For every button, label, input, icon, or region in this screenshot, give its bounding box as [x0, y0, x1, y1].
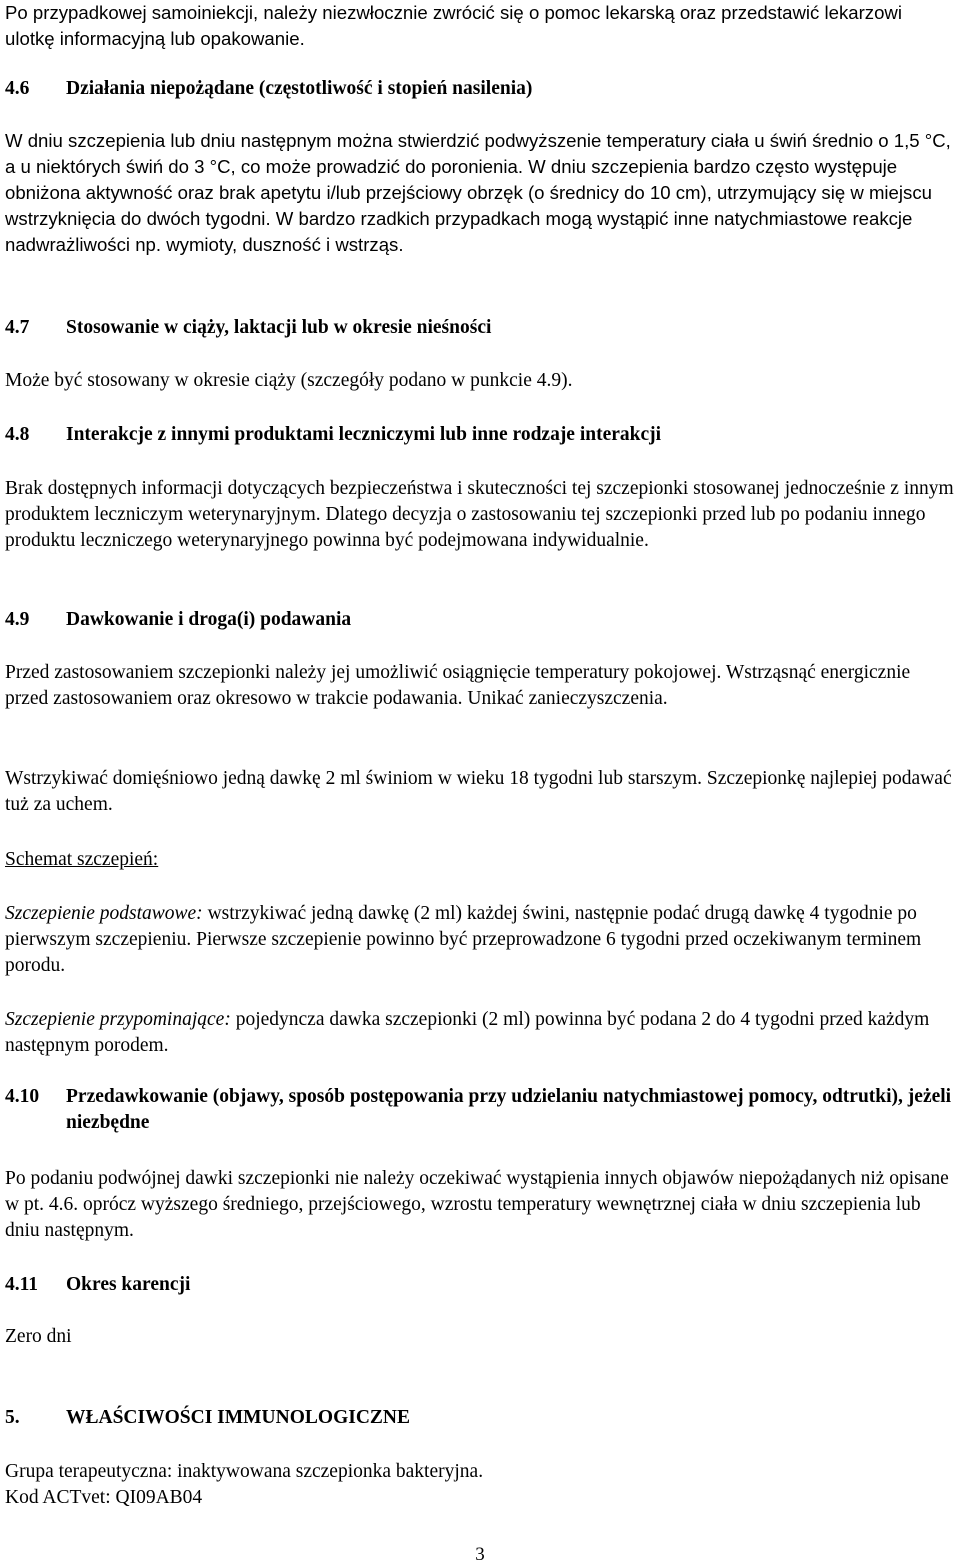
- booster-vaccination-paragraph: [5, 1007, 955, 1059]
- section-4-8-heading: [5, 422, 955, 448]
- section-4-10-paragraph: Po podaniu podwójnej dawki szczepionki nie należy oczekiwać wystąpienia innych objawów niepożądanych niż opisane w pt. 4.6. oprócz wyższego średniego, przejściowego, wzrostu temperatury wewnętrznej ciała w dniu szczepienia lub dniu następnym.: [5, 1168, 949, 1241]
- section-4-10-heading: [5, 1084, 955, 1136]
- page-number: 3: [475, 1544, 485, 1565]
- intro-paragraph: Po przypadkowej samoiniekcji, należy niezwłocznie zwrócić się o pomoc lekarską oraz przedstawić lekarzowi ulotkę informacyjną lub opakowanie.: [5, 2, 902, 49]
- document-page: [5, 0, 955, 1564]
- basic-vaccination-text: wstrzykiwać jedną dawkę (2 ml) każdej świni, następnie podać drugą dawkę 4 tygodnie po pierwszym szczepieniu. Pierwsze szczepienie powinno być przeprowadzone 6 tygodni przed oczekiwanym terminem porodu.: [5, 903, 922, 976]
- section-4-11-heading: [5, 1272, 955, 1298]
- section-title: Dawkowanie i droga(i) podawania: [66, 609, 352, 630]
- actvet-code-line: Kod ACTvet: QI09AB04: [5, 1487, 203, 1508]
- section-number: 4.6: [5, 78, 30, 99]
- section-number: 5.: [5, 1407, 20, 1428]
- section-4-9-administration-paragraph: Wstrzykiwać domięśniowo jedną dawkę 2 ml świniom w wieku 18 tygodni lub starszym. Szczepionkę najlepiej podawać tuż za uchem.: [5, 768, 952, 815]
- section-title: Przedawkowanie (objawy, sposób postępowania przy udzielaniu natychmiastowej pomocy, odtrutki), jeżeli niezbędne: [66, 1086, 952, 1133]
- basic-vaccination-paragraph: [5, 901, 955, 979]
- section-number: 4.10: [5, 1086, 40, 1107]
- therapeutic-group-line: Grupa terapeutyczna: inaktywowana szczepionka bakteryjna.: [5, 1461, 484, 1482]
- booster-vaccination-text: pojedyncza dawka szczepionki (2 ml) powinna być podana 2 do 4 tygodni przed każdym następnym porodem.: [5, 1009, 930, 1056]
- section-number: 4.7: [5, 317, 30, 338]
- booster-vaccination-label: Szczepienie przypominające:: [5, 1009, 231, 1030]
- section-title: WŁAŚCIWOŚCI IMMUNOLOGICZNE: [66, 1407, 411, 1428]
- section-title: Okres karencji: [66, 1274, 191, 1295]
- vaccination-schedule-heading: Schemat szczepień:: [5, 849, 159, 870]
- section-number: 4.8: [5, 424, 30, 445]
- section-title: Działania niepożądane (częstotliwość i stopień nasilenia): [66, 78, 533, 99]
- section-4-8-paragraph: Brak dostępnych informacji dotyczących bezpieczeństwa i skuteczności tej szczepionki stosowanej jednocześnie z innym produktem leczniczym weterynaryjnym. Dlatego decyzja o zastosowaniu tej szczepionki przed lub po podaniu innego produktu leczniczego weterynaryjnego powinna być podejmowana indywidualnie.: [5, 478, 954, 551]
- section-4-9-heading: [5, 607, 955, 633]
- section-number: 4.9: [5, 609, 30, 630]
- section-4-6-heading: [5, 76, 955, 102]
- basic-vaccination-label: Szczepienie podstawowe:: [5, 903, 203, 924]
- section-5-heading: [5, 1405, 955, 1431]
- section-title: Stosowanie w ciąży, laktacji lub w okresie nieśności: [66, 317, 492, 338]
- section-4-7-heading: [5, 315, 955, 341]
- section-4-6-paragraph: W dniu szczepienia lub dniu następnym można stwierdzić podwyższenie temperatury ciała u świń średnio o 1,5 °C, a u niektórych świń do 3 °C, co może prowadzić do poronienia. W dniu szczepienia bardzo często występuje obniżona aktywność oraz brak apetytu i/lub przejściowy obrzęk (o średnicy do 10 cm), utrzymujący się w miejscu wstrzyknięcia do dwóch tygodni. W bardzo rzadkich przypadkach mogą wystąpić inne natychmiastowe reakcje nadwrażliwości np. wymioty, duszność i wstrząs.: [5, 130, 951, 255]
- section-title: Interakcje z innymi produktami leczniczymi lub inne rodzaje interakcji: [66, 424, 662, 445]
- section-4-11-paragraph: Zero dni: [5, 1326, 72, 1347]
- section-4-7-paragraph: Może być stosowany w okresie ciąży (szczegóły podano w punkcie 4.9).: [5, 370, 573, 391]
- section-number: 4.11: [5, 1274, 39, 1295]
- section-4-9-preparation-paragraph: Przed zastosowaniem szczepionki należy jej umożliwić osiągnięcie temperatury pokojowej. Wstrząsnąć energicznie przed zastosowaniem oraz okresowo w trakcie podawania. Unikać zanieczyszczenia.: [5, 662, 911, 709]
